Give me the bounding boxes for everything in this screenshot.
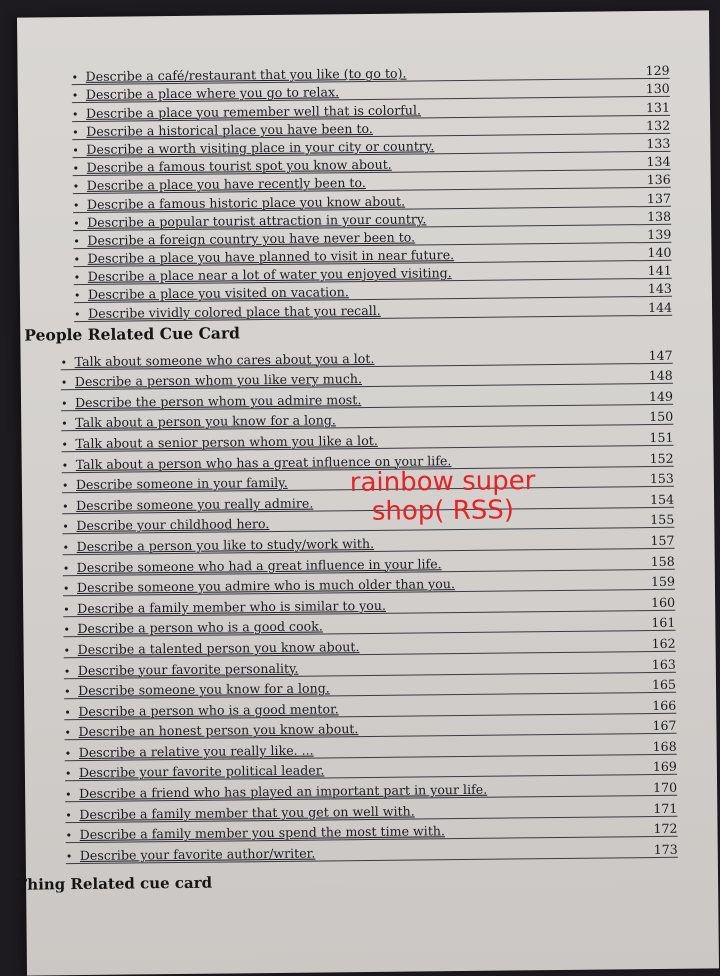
toc-page-number: 131 [645,99,671,115]
toc-page-number: 158 [650,553,675,569]
people-list [60,343,677,864]
bullet-icon: • [63,623,70,637]
toc-page-number: 173 [653,841,678,857]
toc-page-number: 153 [649,470,674,487]
bullet-icon: • [60,396,68,410]
toc-page-number: 171 [653,800,678,816]
bullet-icon: • [60,355,68,369]
bullet-icon: • [71,89,79,103]
bullet-icon: • [61,479,69,493]
toc-entry-title: Describe an honest person you know about. [78,721,359,740]
toc-entry-title: Describe a place you visited on vacation. [87,284,349,303]
bullet-icon: • [71,71,79,85]
toc-entry-title: Describe someone you admire who is much older than you. [76,576,456,596]
people-section [60,343,677,864]
toc-entry-title: Describe someone you really admire. [76,495,314,513]
toc-entry-title: Talk about a senior person whom you like a lot. [75,432,378,452]
toc-entry-title: Describe a historical place you have been to. [86,120,373,139]
watermark-line-2: shop( RSS) [371,494,515,527]
toc-entry-title: Describe your favorite political leader. [78,762,325,781]
toc-page-number: 139 [647,226,672,242]
toc-entry-title: Describe a talented person you know about. [77,639,360,657]
bullet-icon: • [72,162,80,176]
toc-page-number: 159 [650,573,676,590]
bullet-icon: • [72,125,79,139]
bullet-icon: • [73,253,81,267]
bullet-icon: • [64,746,72,761]
toc-page-number: 154 [649,491,675,507]
toc-page-number: 137 [646,190,672,206]
toc-entry-title: Describe a family member you spend the most time with. [79,823,446,843]
toc-entry-title: Describe a person whom you like very much. [74,371,363,390]
toc-page-number: 129 [645,63,670,79]
people-section-heading: People Related Cue Card [24,323,241,345]
bullet-icon: • [62,582,70,596]
toc-entry-title: Describe a place where you go to relax. [85,84,340,103]
bullet-icon: • [62,561,70,575]
bullet-icon: • [60,376,68,390]
toc-page-number: 160 [651,594,676,610]
bullet-icon: • [64,767,72,781]
bullet-icon: • [73,271,81,285]
toc-page-number: 166 [652,697,677,713]
toc-entry-title: Describe a family member that you get on well with. [79,803,415,822]
toc-entry-title: Describe a friend who has played an important part in your life. [79,781,488,802]
toc-entry-title: Describe someone who had a great influence in your life. [76,555,442,575]
toc-entry-title: Describe a worth visiting place in your city or country. [86,138,435,157]
bullet-icon: • [72,143,79,158]
toc-entry-title: Describe a person who is a good cook. [77,618,323,637]
places-section [72,61,673,322]
toc-page-number: 147 [648,347,673,363]
bullet-icon: • [74,307,81,321]
bullet-icon: • [61,417,68,431]
toc-entry-title: Describe vividly colored place that you recall. [88,302,381,321]
toc-page-number: 144 [647,299,673,315]
toc-entry-title: Describe a family member who is similar to you. [77,597,387,616]
toc-page-number: 165 [651,676,677,693]
watermark [350,467,536,526]
toc-entry-title: Describe a famous tourist spot you know about. [86,156,392,176]
toc-entry-title: Describe someone in your family. [75,474,288,493]
toc-page-number: 133 [646,135,671,152]
toc-entry-title: Talk about a person you know for a long. [75,412,336,431]
bullet-icon: • [62,541,70,555]
toc-page-number: 132 [646,117,671,133]
toc-entry-title: Describe a famous historic place you know about. [86,193,406,212]
toc-entry-title: Describe a popular tourist attraction in your country. [87,211,427,230]
toc-page-number: 152 [649,450,674,466]
toc-page-number: 151 [649,429,674,446]
toc-entry-title: Describe a place you have recently been to. [86,175,366,194]
toc-page-number: 168 [652,738,677,754]
bullet-icon: • [63,602,70,616]
toc-entry-title: Describe a place you remember well that is colorful. [85,101,422,121]
places-list [72,61,673,322]
toc-entry-title: Describe a place near a lot of water you enjoyed visiting. [87,265,452,285]
bullet-icon: • [62,499,69,513]
toc-page-number: 149 [648,388,674,404]
toc-page-number: 161 [651,615,676,631]
toc-entry-title: Talk about a person who has a great influence on your life. [75,452,452,472]
toc-entry-title: Describe your favorite author/writer. [79,845,316,863]
thing-section-heading: Thing Related cue card [15,873,213,894]
toc-entry-title: Describe a person who is a good mentor. [78,701,339,719]
bullet-icon: • [61,438,69,452]
toc-page-number: 141 [647,263,672,279]
bullet-icon: • [72,198,80,212]
toc-page-number: 163 [651,656,676,672]
toc-page-number: 150 [649,409,674,425]
bullet-icon: • [72,180,80,194]
bullet-icon: • [63,644,71,658]
toc-entry-title: Describe your childhood hero. [76,516,270,534]
toc-entry-title: Describe your favorite personality. [77,660,299,678]
bullet-icon: • [65,808,72,822]
watermark-line-1: rainbow super [349,466,536,498]
toc-page-number: 143 [647,281,672,297]
toc-page-number: 148 [648,367,673,384]
toc-page-number: 170 [652,779,678,796]
bullet-icon: • [63,664,71,678]
bullet-icon: • [61,458,69,472]
bullet-icon: • [73,216,80,230]
toc-page-number: 140 [647,244,672,261]
toc-page-number: 136 [646,172,671,188]
bullet-icon: • [73,234,80,248]
toc-page-number: 134 [646,153,671,170]
toc-entry-title: Describe a person you like to study/work with. [76,535,375,554]
bullet-icon: • [65,829,73,843]
bullet-icon: • [64,705,71,719]
toc-page-number: 162 [651,635,676,651]
toc-entry-title: Describe a foreign country you have never been to. [87,229,416,248]
bullet-icon: • [73,289,81,303]
toc-page-number: 157 [650,532,675,548]
toc-page-number: 167 [652,718,677,734]
toc-page-number: 155 [650,512,675,528]
bullet-icon: • [62,520,69,534]
toc-page-number: 138 [646,208,672,224]
bullet-icon: • [65,849,73,864]
bullet-icon: • [64,726,72,740]
bullet-icon: • [63,685,71,699]
toc-page-number: 172 [653,821,678,837]
toc-entry-title: Describe someone you know for a long. [77,680,330,699]
bullet-icon: • [65,788,72,802]
toc-page-number: 169 [652,759,677,775]
toc-entry-title: Describe a relative you really like. ... [78,742,314,760]
toc-entry-title: Describe the person whom you admire most. [74,391,362,410]
bullet-icon: • [71,107,79,121]
toc-entry-title: Describe a café/restaurant that you like (to go to). [85,65,407,85]
toc-entry-title: Talk about someone who cares about you a lot. [74,350,375,369]
toc-page-number: 130 [645,81,670,97]
toc-entry-title: Describe a place you have planned to visit in near future. [87,247,455,266]
